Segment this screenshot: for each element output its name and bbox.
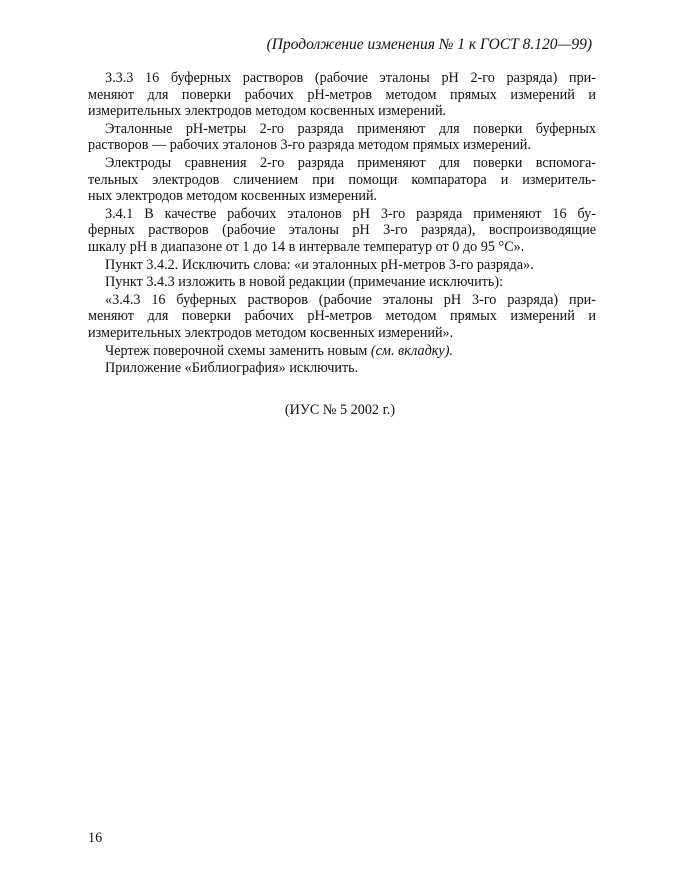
paragraph-3-4-3-quote (88, 292, 596, 342)
text-line: 3.3.3 16 буферных растворов (рабочие эталоны pH 2-го разряда) при- (105, 70, 596, 86)
text-line: тельных электродов сличением при помощи компаратора и измеритель- (88, 171, 596, 188)
text-line: меняют для поверки рабочих pH-метров методом прямых измерений и (88, 308, 596, 325)
paragraph-reference-electrodes (88, 155, 596, 205)
paragraph-bibliography (88, 360, 596, 377)
text-line: «3.4.3 16 буферных растворов (рабочие эталоны pH 3-го разряда) при- (105, 291, 596, 308)
drawing-replace-text: Чертеж поверочной схемы заменить новым (105, 342, 368, 359)
paragraph-3-4-3-intro (88, 274, 596, 291)
paragraph-reference-ph-meters (88, 121, 596, 154)
page-number: 16 (88, 830, 103, 846)
source-reference: (ИУС № 5 2002 г.) (284, 402, 396, 418)
text-line: измерительных электродов методом косвенных измерений». (88, 324, 454, 341)
text-line: Приложение «Библиография» исключить. (105, 360, 359, 377)
text-line: 3.4.1 В качестве рабочих эталонов pH 3-го разряда применяют 16 бу- (105, 205, 596, 222)
text-line (88, 343, 596, 360)
text-line: шкалу pH в диапазоне от 1 до 14 в интервале температур от 0 до 95 °С». (88, 238, 525, 255)
document-body (88, 70, 596, 378)
text-line: Пункт 3.4.2. Исключить слова: «и эталонных pH-метров 3-го разряда». (105, 256, 534, 273)
see-insert-note: (см. вкладку). (370, 342, 453, 359)
paragraph-3-4-1 (88, 206, 596, 256)
text-line: ных электродов методом косвенных измерений. (88, 188, 378, 205)
text-line: растворов — рабочих эталонов 3-го разряда методом прямых измерений. (88, 137, 531, 154)
running-header: (Продолжение изменения № 1 к ГОСТ 8.120—99) (266, 36, 592, 53)
text-line: Электроды сравнения 2-го разряда применяют для поверки вспомога- (105, 154, 596, 171)
text-line: измерительных электродов методом косвенных измерений. (88, 103, 447, 120)
paragraph-3-3-3 (88, 70, 596, 120)
text-line: Эталонные pH-метры 2-го разряда применяют для поверки буферных (105, 120, 596, 137)
text-line: Пункт 3.4.3 изложить в новой редакции (примечание исключить): (105, 274, 504, 291)
paragraph-3-4-2 (88, 257, 596, 274)
text-line: меняют для поверки рабочих pH-метров методом прямых измерений и (88, 86, 596, 103)
text-line: ферных растворов (рабочие эталоны pH 3-го разряда), воспроизводящие (88, 222, 596, 239)
paragraph-drawing-replace (88, 343, 596, 360)
